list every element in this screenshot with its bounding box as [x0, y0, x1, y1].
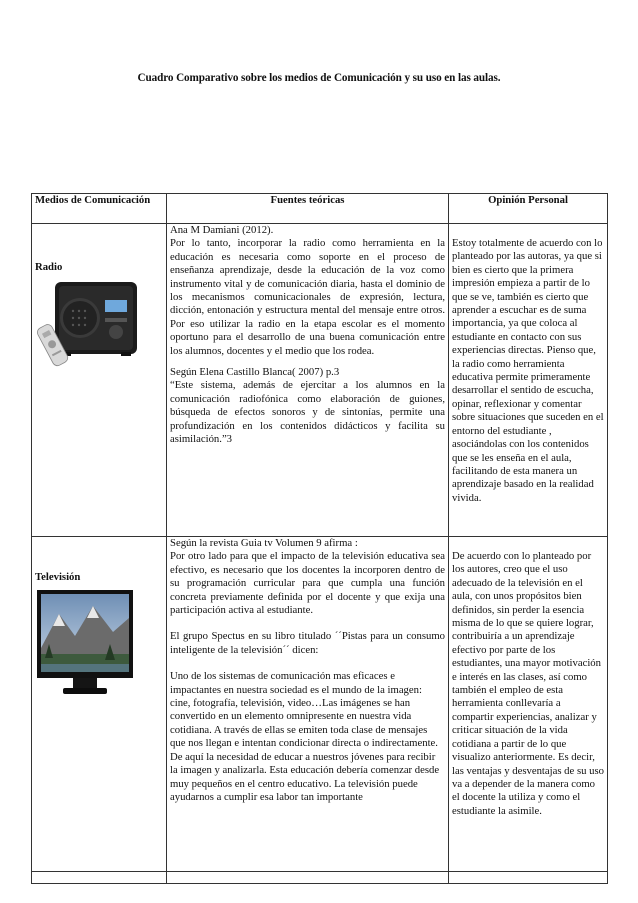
fuentes-cell-television — [167, 537, 449, 872]
document-title: Cuadro Comparativo sobre los medios de Comunicación y su uso en las aulas. — [137, 72, 501, 84]
header-row — [32, 194, 608, 224]
table-row-radio — [32, 224, 608, 537]
header-medios: Medios de Comunicación — [32, 194, 167, 224]
medio-cell-television — [32, 537, 167, 872]
fuente-tv-4: Uno de los sistemas de comunicación mas eficaces e impactantes en nuestra sociedad es el mundo de la imagen: cine, fotografía, televisión, video…Las imágenes se han convertido en un elemento omnipresente en nuestra vida cotidiana. A través de ellas se emiten toda clase de mensajes que nos llegan e intentan condicionar directa o indirectamente. De aquí la necesidad de educar a nuestros jóvenes para recibir la imagen y analizarla. Esta educación debería comenzar desde muy pequeños en el centro educativo. La televisión puede ayudarnos a cumplir esa labor tan importante — [170, 670, 440, 803]
fuente-radio-2: Por lo tanto, incorporar la radio como herramienta en la educación es necesaria como soporte en el proceso de enseñanza aprendizaje, desde la educación de la voz como instrumento vital y de comunicación diaria, hasta el dominio de los mecanismos comunicacionales de expresión, lectura, dicción, entonación y estructura mental del mensaje entre otros. Por eso utilizar la radio en la etapa escolar es el momento oportuno para el desarrollo de una buena comunicación entre los alumnos, docentes y el medio que los rodea. — [170, 237, 445, 357]
opinion-cell-radio — [449, 224, 608, 537]
radio-icon — [35, 278, 163, 368]
header-opinion: Opinión Personal — [449, 194, 608, 224]
fuente-tv-2: Por otro lado para que el impacto de la televisión educativa sea efectivo, es necesario que los docentes la incorporen dentro de su programación curricular para que cumpla una función concreta previamente definida por el docente y que exija una participación activa al estudiante. — [170, 550, 445, 617]
opinion-cell-television — [449, 537, 608, 872]
comparison-table — [31, 193, 608, 884]
empty-cell-1 — [32, 872, 167, 884]
empty-cell-2 — [167, 872, 449, 884]
fuente-tv-3: El grupo Spectus en su libro titulado ´´Pistas para un consumo inteligente de la televisión´´ dicen: — [170, 630, 445, 656]
medio-label-television: Televisión — [35, 571, 81, 583]
opinion-radio: Estoy totalmente de acuerdo con lo planteado por las autoras, ya que si bien es cierto que la primera impresión empieza a partir de lo que se ve, también es cierto que aprender a escuchar es de suma importancia, ya que coloca al estudiante en contacto con sus experiencias directas. Pienso que, la radio como herramienta educativa permite primeramente desarrollar el sentido de escucha, opinar, reflexionar y comentar sobre situaciones que suceden en el entorno del estudiante , asociándolas con los contenidos que se les enseña en el aula, facilitando de esta manera un aprendizaje basado en la realidad vivida. — [452, 237, 604, 504]
television-icon — [35, 588, 163, 706]
fuente-radio-1: Ana M Damiani (2012). — [170, 224, 274, 236]
fuente-radio-4: “Este sistema, además de ejercitar a los alumnos en la comunicación radiofónica como elaboración de guiones, búsqueda de efectos sonoros y de sintonías, permite una profundización en los contenidos didácticos y facilita su asimilación.”3 — [170, 379, 445, 446]
fuente-tv-1: Según la revista Guia tv Volumen 9 afirma : — [170, 537, 358, 549]
medio-cell-radio — [32, 224, 167, 537]
medio-label-radio: Radio — [35, 261, 63, 273]
fuentes-cell-radio — [167, 224, 449, 537]
table-row-television — [32, 537, 608, 872]
opinion-television: De acuerdo con lo planteado por los autores, creo que el uso adecuado de la televisión en el aula, con unos propósitos bien definidos, sin perder la esencia misma de lo que se quiere lograr, contribuiría a un aprendizaje efectivo por parte de los estudiantes, una mayor motivación e interés en las clases, así como también el empleo de esta herramienta conllevaría a compartir experiencias, analizar y criticar situación de la vida cotidiana a partir de lo que visualizo anteriormente. Es decir, las ventajas y desventajas de su uso va a depender de la manera como el docente la utiliza y como el estudiante la asimile. — [452, 550, 604, 817]
empty-cell-3 — [449, 872, 608, 884]
table-row-empty — [32, 872, 608, 884]
header-fuentes: Fuentes teóricas — [167, 194, 449, 224]
fuente-radio-3: Según Elena Castillo Blanca( 2007) p.3 — [170, 366, 340, 379]
